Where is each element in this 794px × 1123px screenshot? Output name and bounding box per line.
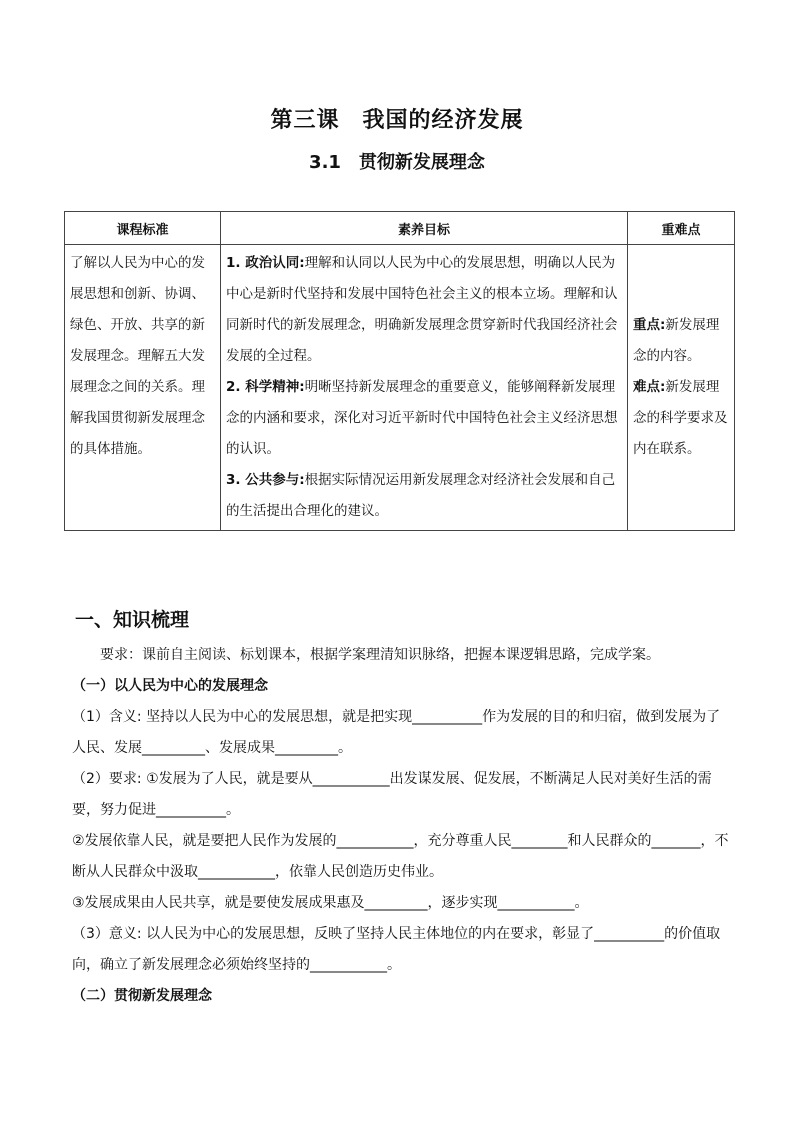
key-point xyxy=(633,310,730,372)
table-header-row xyxy=(65,212,735,245)
difficult-point xyxy=(633,372,730,465)
subsection-heading: （一）以人民为中心的发展理念 xyxy=(72,678,268,694)
goal-item xyxy=(226,372,623,465)
curriculum-table xyxy=(64,211,735,531)
key-points-cell xyxy=(628,245,735,531)
header-standard: 课程标准 xyxy=(65,212,221,245)
subsection-heading: （二）贯彻新发展理念 xyxy=(72,988,212,1004)
requirement-text: 要求：课前自主阅读、标划课本，根据学案理清知识脉络，把握本课逻辑思路，完成学案。 xyxy=(100,647,660,663)
section-body xyxy=(72,640,732,1012)
goal-label: 1. 政治认同: xyxy=(226,255,305,271)
header-goals: 素养目标 xyxy=(221,212,628,245)
key-label: 重点: xyxy=(633,317,666,333)
standard-text: 了解以人民为中心的发展思想和创新、协调、绿色、开放、共享的新发展理念。理解五大发展理念之间的关系。理解我国贯彻新发展理念的具体措施。 xyxy=(70,255,205,457)
body-line: ②发展依靠人民，就是要把人民作为发展的___________，充分尊重人民________和人民群众的_______，不断从人民群众中汲取___________，依靠人民创造历史伟业。 xyxy=(72,833,729,880)
goals-cell xyxy=(221,245,628,531)
difficult-text: 新发展理念的科学要求及内在联系。 xyxy=(633,379,728,457)
goal-text: 根据实际情况运用新发展理念对经济社会发展和自己的生活提出合理化的建议。 xyxy=(226,472,616,519)
goal-text: 理解和认同以人民为中心的发展思想，明确以人民为中心是新时代坚持和发展中国特色社会主义的根本立场。理解和认同新时代的新发展理念，明确新发展理念贯穿新时代我国经济社会发展的全过程。 xyxy=(226,255,618,364)
section-subtitle: 3.1 贯彻新发展理念 xyxy=(309,152,485,173)
lesson-title: 第三课 我国的经济发展 xyxy=(270,108,524,133)
standard-cell xyxy=(65,245,221,531)
body-line: （2）要求: ①发展为了人民，就是要从___________出发谋发展、促发展，不断满足人民对美好生活的需要，努力促进__________。 xyxy=(72,771,712,818)
body-line: （3）意义: 以人民为中心的发展思想，反映了坚持人民主体地位的内在要求，彰显了__________的价值取向，确立了新发展理念必须始终坚持的___________。 xyxy=(72,926,721,973)
section-heading: 一、知识梳理 xyxy=(75,609,190,631)
header-key-points: 重难点 xyxy=(628,212,735,245)
table-row xyxy=(65,245,735,531)
goal-text: 明晰坚持新发展理念的重要意义，能够阐释新发展理念的内涵和要求，深化对习近平新时代中国特色社会主义经济思想的认识。 xyxy=(226,379,618,457)
goal-item xyxy=(226,248,623,372)
key-text: 新发展理念的内容。 xyxy=(633,317,720,364)
difficult-label: 难点: xyxy=(633,379,666,395)
goal-label: 2. 科学精神: xyxy=(226,379,305,395)
body-line: （1）含义: 坚持以人民为中心的发展思想，就是把实现__________作为发展的目的和归宿，做到发展为了人民、发展_________、发展成果_________。 xyxy=(72,709,721,756)
goal-item xyxy=(226,465,623,527)
goal-label: 3. 公共参与: xyxy=(226,472,305,488)
body-line: ③发展成果由人民共享，就是要使发展成果惠及_________，逐步实现___________。 xyxy=(72,895,589,911)
